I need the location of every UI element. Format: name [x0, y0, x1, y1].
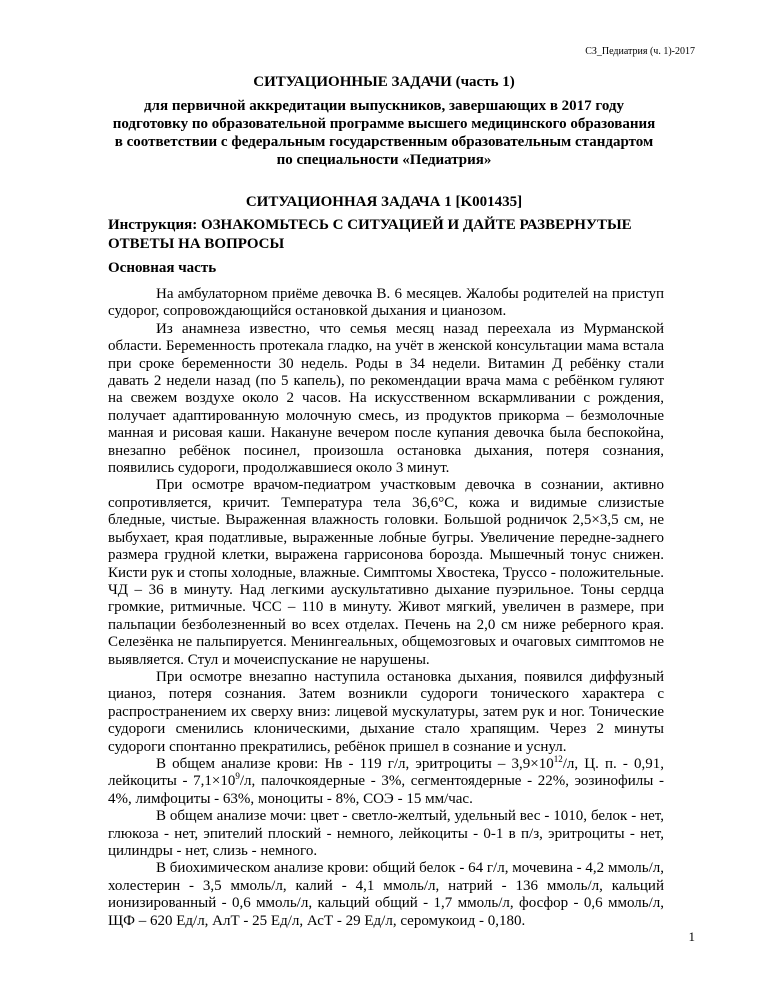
paragraph-blood-test: В общем анализе крови: Нв - 119 г/л, эритроциты – $3,9\times 10^{12}/л$, Ц. п. - 0,91, лейкоциты - $7,1\times 10^9/л$, палочкоядерные - 3%, сегментоядерные - 22%, эозинофилы - 4%, лимфоциты - 63%, моноциты - 8%, СОЭ - 15 мм/час.	[108, 753, 664, 807]
paragraph-anamnesis: Из анамнеза известно, что семья месяц назад переехала из Мурманской области. Беременность протекала гладко, на учёт в женской консультации мама встала при сроке беременности 30 недель. Роды в 34 недели. Витамин Д ребёнку стали давать 2 недели назад (по 5 капель), по рекомендации врача мама с ребёнком гуляют на свежем воздухе около 2 часов. На искусственном вскармливании с рождения, получает адаптированную молочную смесь, из продуктов прикорма – безмолочные манная и рисовая каши. Накануне вечером после купания девочка была беспокойна, внезапно ребёнок посинел, произошла остановка дыхания, потеря сознания, появились судороги, продолжавшиеся около 3 минут.	[108, 320, 664, 477]
paragraph-urine-test: В общем анализе мочи: цвет - светло-желтый, удельный вес - 1010, белок - нет, глюкоза - нет, эпителий плоский - немного, лейкоциты - 0-1 в п/з, эритроциты - нет, цилиндры - нет, слизь - немного.	[108, 808, 664, 859]
document-code: СЗ_Педиатрия (ч. 1)-2017	[585, 46, 695, 57]
task-body	[108, 286, 664, 930]
paragraph-biochemistry: В биохимическом анализе крови: общий белок - 64 г/л, мочевина - 4,2 ммоль/л, холестерин - 3,5 ммоль/л, калий - 4,1 ммоль/л, натрий - 136 ммоль/л, кальций ионизированный - 0,6 ммоль/л, кальций общий - 1,7 ммоль/л, фосфор - 0,6 ммоль/л, ЩФ – 620 Ед/л, АлТ - 25 Ед/л, АсТ - 29 Ед/л, серомукоид - 0,180.	[108, 860, 664, 929]
page-number: 1	[688, 929, 695, 944]
paragraph-seizure: При осмотре внезапно наступила остановка дыхания, появился диффузный цианоз, потеря сознания. Затем возникли судороги тонического характера с распространением их сверху вниз: лицевой мускулатуры, затем рук и ног. Тонические судороги сменились клоническими, дыхание стало храпящим. Через 2 минуты судороги спонтанно прекратились, ребёнок пришел в сознание и уснул.	[108, 668, 664, 755]
section-heading: Основная часть	[108, 260, 217, 276]
document-subtitle: для первичной аккредитации выпускников, завершающих в 2017 году подготовку по образовательной программе высшего медицинского образования в соответствии с федеральным государственным образовательным стандартом по специальности «Педиатрия»	[112, 98, 656, 168]
task-instruction: Инструкция: ОЗНАКОМЬТЕСЬ С СИТУАЦИЕЙ И ДАЙТЕ РАЗВЕРНУТЫЕ ОТВЕТЫ НА ВОПРОСЫ	[108, 217, 632, 252]
task-title: СИТУАЦИОННАЯ ЗАДАЧА 1 [K001435]	[245, 194, 523, 210]
document-title: СИТУАЦИОННЫЕ ЗАДАЧИ (часть 1)	[253, 74, 515, 90]
paragraph-examination: При осмотре врачом-педиатром участковым девочка в сознании, активно сопротивляется, кричит. Температура тела 36,6°С, кожа и видимые слизистые бледные, чистые. Выраженная влажность головки. Большой родничок 2,5×3,5 см, не выбухает, края податливые, выраженные лобные бугры. Увеличение передне-заднего размера грудной клетки, выражена гаррисонова борозда. Мышечный тонус снижен. Кисти рук и стопы холодные, влажные. Симптомы Хвостека, Труссо - положительные. ЧД – 36 в минуту. Над легкими аускультативно дыхание пуэрильное. Тоны сердца громкие, ритмичные. ЧСС – 110 в минуту. Живот мягкий, увеличен в размере, при пальпации безболезненный во всех отделах. Печень на 2,0 см ниже реберного края. Селезёнка не пальпируется. Менингеальных, общемозговых и очаговых симптомов не выявляется. Стул и мочеиспускание не нарушены.	[108, 477, 664, 668]
paragraph-complaints: На амбулаторном приёме девочка В. 6 месяцев. Жалобы родителей на приступ судорог, сопровождающийся остановкой дыхания и цианозом.	[108, 286, 664, 320]
